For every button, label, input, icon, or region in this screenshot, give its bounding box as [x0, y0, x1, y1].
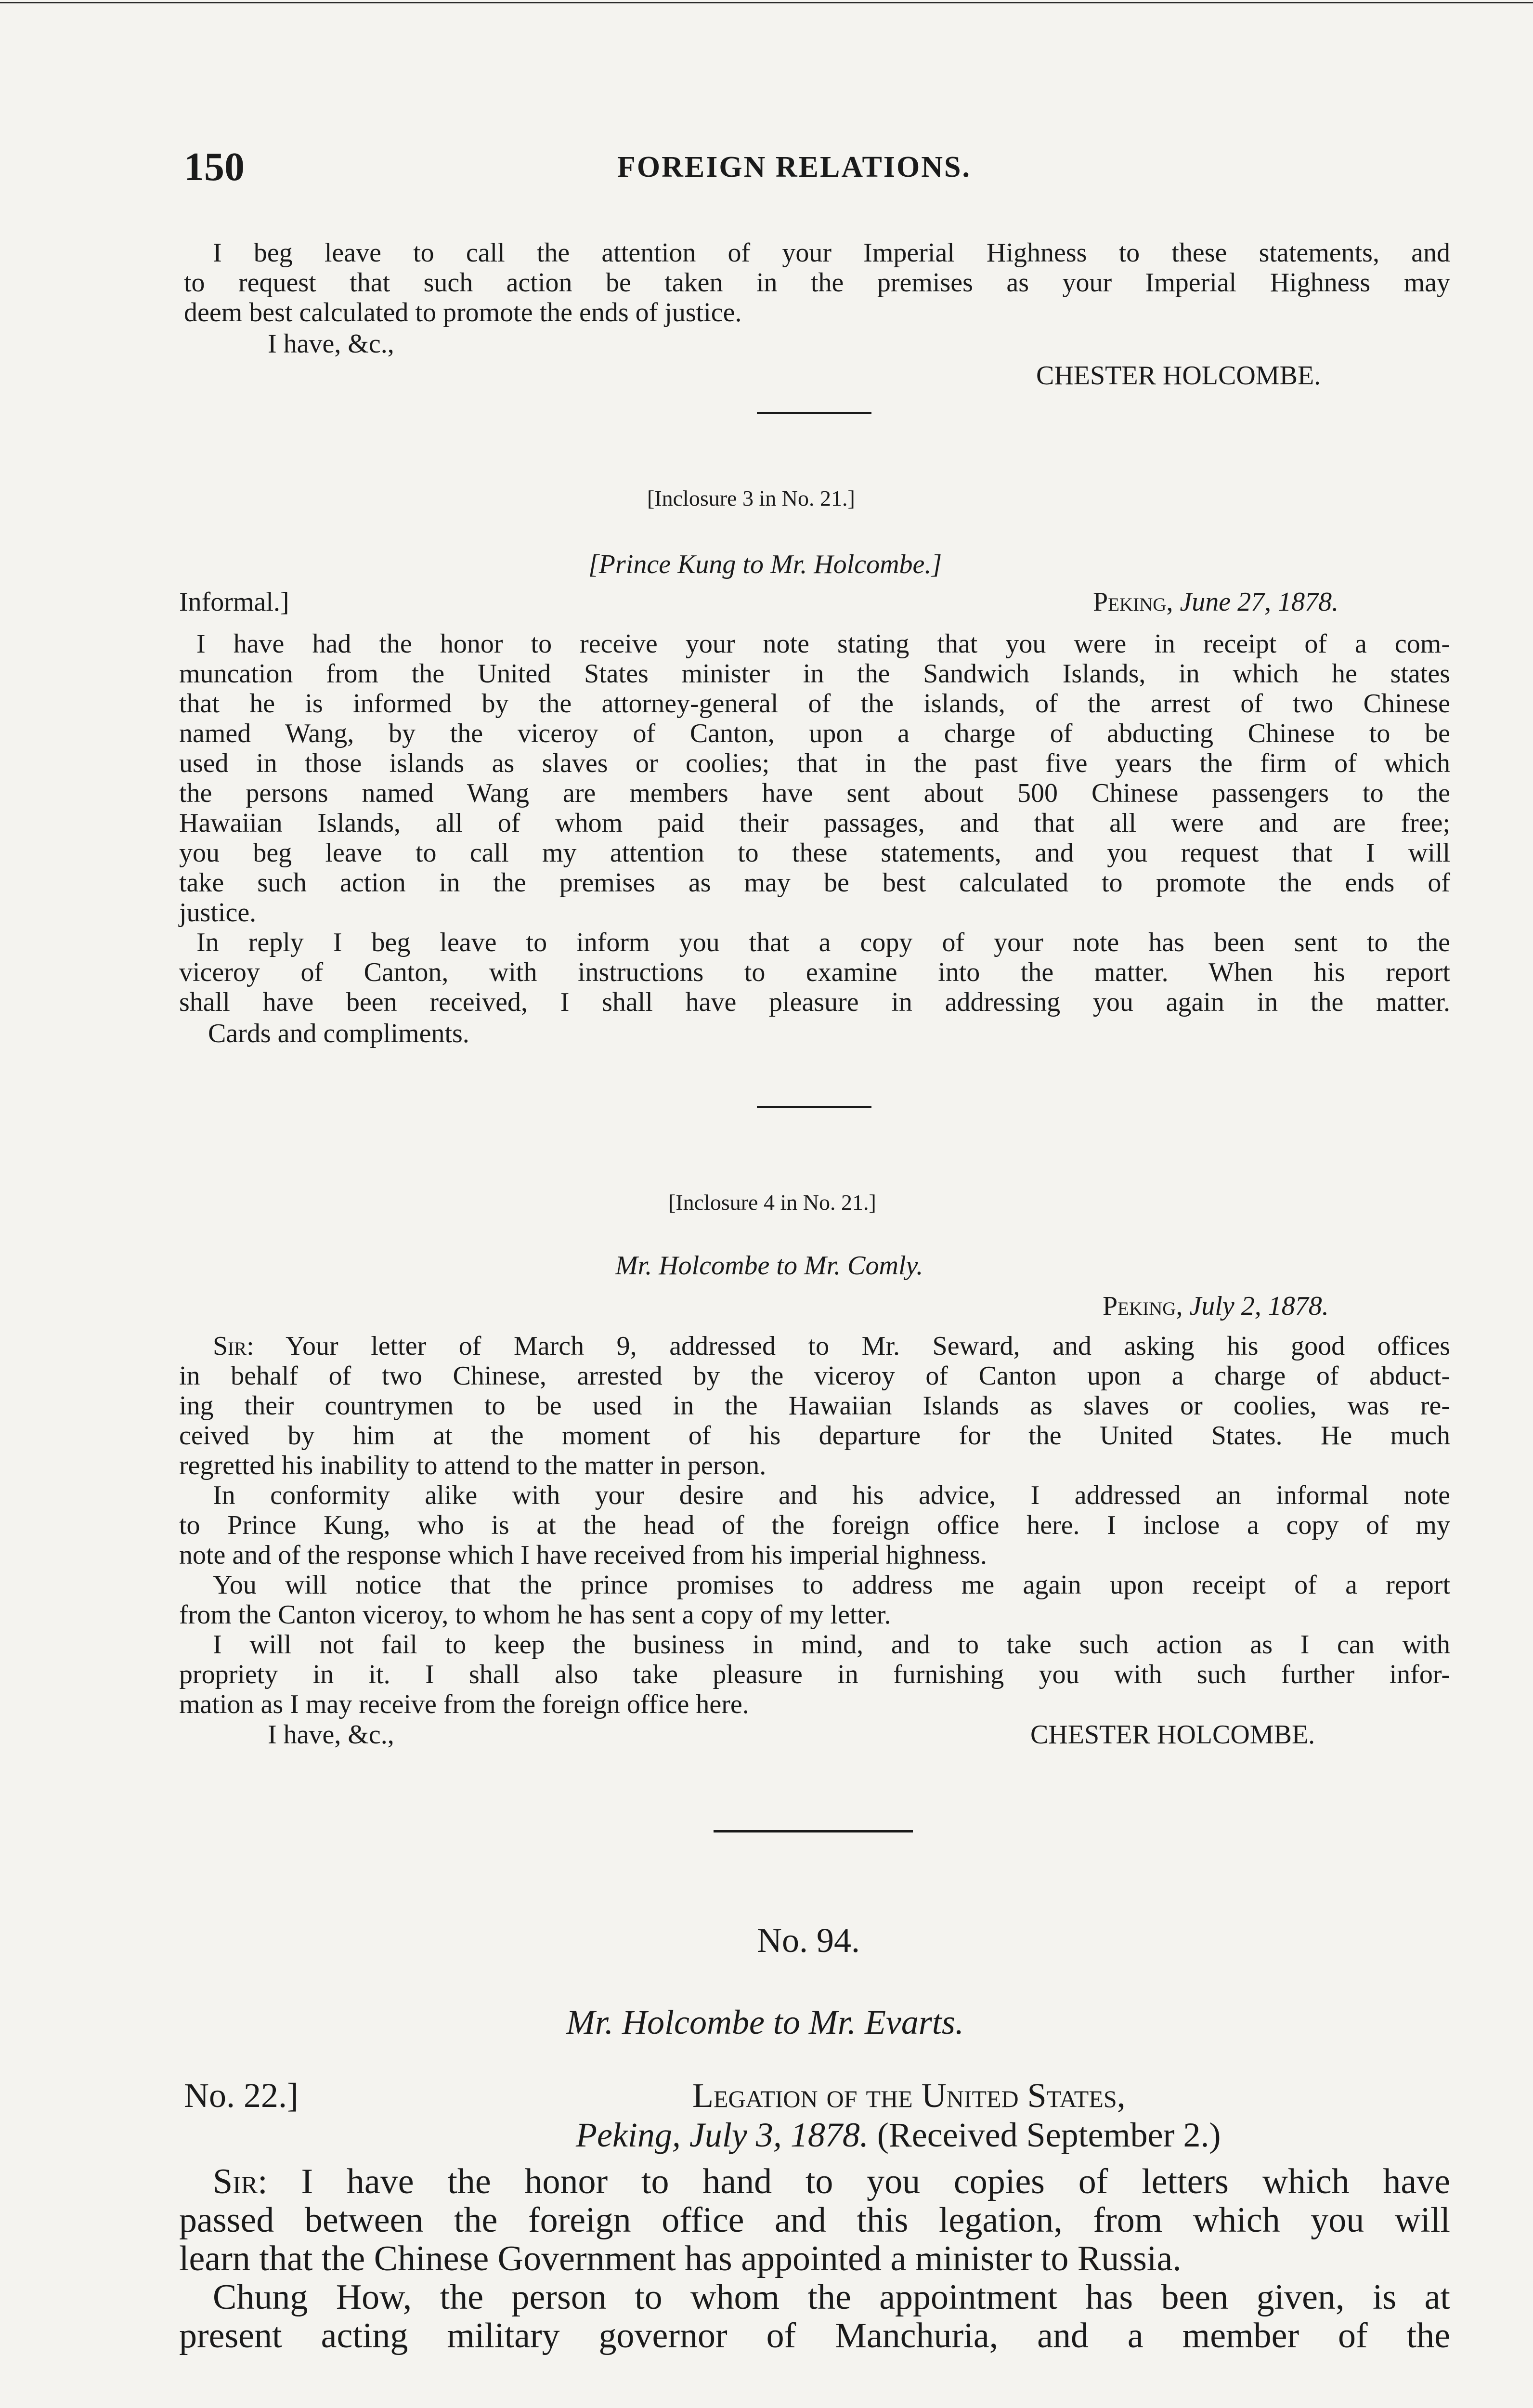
text-line: you beg leave to call my attention to these statements, and you request that I will [179, 838, 1450, 868]
received-note: (Received September 2.) [877, 2116, 1221, 2154]
text-line: viceroy of Canton, with instructions to examine into the matter. When his report [179, 957, 1450, 987]
dateline-place: Peking, [1093, 587, 1173, 617]
running-title: FOREIGN RELATIONS. [617, 151, 971, 183]
salutation: Sir: [213, 2162, 268, 2201]
inclosure4-paragraph-4 [179, 1630, 1450, 1719]
text-line: deem best calculated to promote the ends of justice. [184, 298, 742, 327]
text-line: take such action in the premises as may be best calculated to promote the ends of [179, 868, 1450, 898]
inclosure4-paragraph-3 [179, 1570, 1450, 1630]
text-line: muncation from the United States minister in the Sandwich Islands, in which he states [179, 659, 1450, 689]
dateline-date: July 2, 1878. [1189, 1291, 1329, 1321]
letter-title: Mr. Holcombe to Mr. Comly. [615, 1251, 923, 1281]
dateline-place: Peking, [1103, 1291, 1183, 1321]
text-line: the persons named Wang are members have sent about 500 Chinese passengers to the [179, 778, 1450, 808]
text-line: ing their countrymen to be used in the Hawaiian Islands as slaves or coolies, was re- [179, 1391, 1450, 1421]
text-line: note and of the response which I have received from his imperial highness. [179, 1540, 987, 1570]
text-line: I have had the honor to receive your note stating that you were in receipt of a com- [196, 629, 1450, 659]
no94-paragraph-1 [179, 2162, 1450, 2278]
no94-paragraph-2 [179, 2278, 1450, 2355]
inclosure4-paragraph-2 [179, 1480, 1450, 1570]
dateline-place: Peking, [576, 2116, 681, 2154]
text-line: justice. [179, 898, 257, 928]
section1-paragraph [184, 238, 1450, 327]
top-border-line [0, 2, 1533, 3]
text-line: named Wang, by the viceroy of Canton, upon a charge of abducting Chinese to be [179, 719, 1450, 748]
section-divider [714, 1830, 913, 1832]
text-line: shall have been received, I shall have pleasure in addressing you again in the matter. [179, 987, 1450, 1017]
text-fragment: Your letter of March 9, addressed to Mr. Seward, and asking his good offices [286, 1331, 1450, 1361]
text-line: propriety in it. I shall also take pleasure in furnishing you with such further infor- [179, 1660, 1450, 1689]
text-fragment: I have the honor to hand to you copies of letters which have [301, 2162, 1451, 2201]
legation-line: Legation of the United States, [692, 2076, 1126, 2115]
text-line: Hawaiian Islands, all of whom paid their passages, and that all were and are free; [179, 808, 1450, 838]
dateline-date: July 3, 1878. [689, 2116, 869, 2154]
signature: CHESTER HOLCOMBE. [1036, 361, 1321, 391]
dateline [1103, 1291, 1329, 1322]
letter-title: [Prince Kung to Mr. Holcombe.] [588, 550, 942, 579]
salutation: Sir: [213, 1331, 254, 1361]
closing: I have, &c., [268, 1720, 394, 1750]
page-number: 150 [184, 144, 245, 189]
text-line [179, 1331, 1450, 1361]
letter-reference: No. 22.] [184, 2076, 299, 2115]
inclosure-heading: [Inclosure 3 in No. 21.] [647, 486, 855, 510]
text-line [179, 2162, 1450, 2201]
letter-title: Mr. Holcombe to Mr. Evarts. [566, 2003, 964, 2042]
text-line: learn that the Chinese Government has appointed a minister to Russia. [179, 2239, 1182, 2278]
text-line: to Prince Kung, who is at the head of the foreign office here. I inclose a copy of my [179, 1510, 1450, 1540]
dateline-date: June 27, 1878. [1180, 587, 1339, 617]
text-line: regretted his inability to attend to the matter in person. [179, 1451, 766, 1480]
dateline [1093, 587, 1338, 617]
signature: CHESTER HOLCOMBE. [1030, 1720, 1315, 1750]
informal-label: Informal.] [179, 587, 289, 617]
dateline [576, 2115, 1221, 2155]
inclosure4-paragraph-1 [179, 1331, 1450, 1480]
text-line: ceived by him at the moment of his departure for the United States. He much [179, 1421, 1450, 1451]
text-line: passed between the foreign office and this legation, from which you will [179, 2200, 1450, 2240]
text-line: from the Canton viceroy, to whom he has sent a copy of my letter. [179, 1600, 891, 1630]
text-line: used in those islands as slaves or coolies; that in the past five years the firm of which [179, 748, 1450, 778]
text-line: that he is informed by the attorney-general of the islands, of the arrest of two Chinese [179, 689, 1450, 719]
text-line: Chung How, the person to whom the appointment has been given, is at [213, 2277, 1450, 2317]
section-divider [757, 1106, 871, 1108]
text-line: present acting military governor of Manchuria, and a member of the [179, 2316, 1450, 2356]
text-line: You will notice that the prince promises to address me again upon receipt of a report [213, 1570, 1450, 1600]
text-line: to request that such action be taken in the premises as your Imperial Highness may [184, 268, 1450, 298]
section-divider [757, 412, 871, 414]
text-line: In conformity alike with your desire and his advice, I addressed an informal note [213, 1480, 1450, 1510]
document-number: No. 94. [757, 1921, 860, 1960]
text-line: mation as I may receive from the foreign office here. [179, 1689, 749, 1719]
inclosure3-paragraph-2 [179, 928, 1450, 1017]
text-line: In reply I beg leave to inform you that a copy of your note has been sent to the [196, 928, 1450, 957]
inclosure3-paragraph-1 [179, 629, 1450, 928]
closing: Cards and compliments. [208, 1019, 469, 1048]
closing: I have, &c., [268, 329, 394, 359]
text-line: I beg leave to call the attention of your Imperial Highness to these statements, and [213, 238, 1450, 268]
text-line: in behalf of two Chinese, arrested by the viceroy of Canton upon a charge of abduct- [179, 1361, 1450, 1391]
inclosure-heading: [Inclosure 4 in No. 21.] [668, 1190, 876, 1215]
text-line: I will not fail to keep the business in mind, and to take such action as I can with [213, 1630, 1450, 1660]
